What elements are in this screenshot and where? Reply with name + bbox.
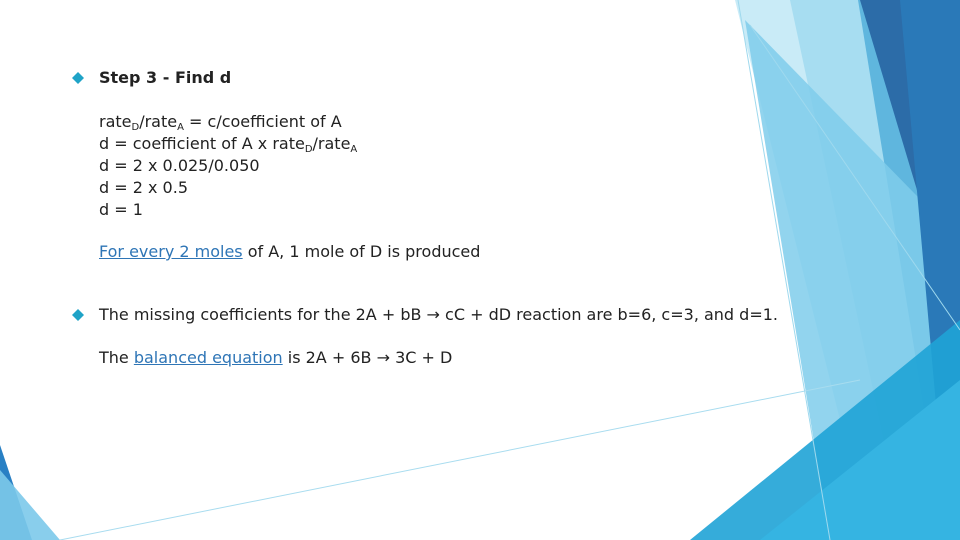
balanced-prefix: The bbox=[99, 348, 134, 367]
equation-text: = c/coefficient of A bbox=[183, 112, 342, 131]
subscript: A bbox=[177, 122, 184, 133]
diamond-bullet-icon bbox=[72, 72, 84, 84]
equation-line-2 bbox=[99, 133, 357, 155]
equation-text: rate bbox=[99, 112, 132, 131]
equation-text: /rate bbox=[139, 112, 178, 131]
subscript: D bbox=[304, 144, 313, 155]
step-heading: Step 3 - Find d bbox=[99, 68, 232, 87]
for-every-2-moles-link[interactable]: For every 2 moles bbox=[99, 242, 243, 261]
subscript: A bbox=[350, 144, 358, 155]
balanced-sentence bbox=[99, 347, 452, 369]
summary-text: The missing coefficients for the 2A + bB → cC + dD reaction are b=6, c=3, and d=1. bbox=[99, 305, 778, 324]
equation-line-1 bbox=[99, 111, 342, 133]
ratio-rest-text: of A, 1 mole of D is produced bbox=[242, 242, 481, 261]
equation-line-3: d = 2 x 0.025/0.050 bbox=[99, 156, 260, 175]
equation-text: d = coefficient of A x rate bbox=[99, 134, 305, 153]
equation-line-5: d = 1 bbox=[99, 200, 143, 219]
equation-text: /rate bbox=[312, 134, 351, 153]
balanced-suffix: is 2A + 6B → 3C + D bbox=[282, 348, 453, 367]
equation-line-4: d = 2 x 0.5 bbox=[99, 178, 188, 197]
subscript: D bbox=[131, 122, 140, 133]
diamond-bullet-icon bbox=[72, 309, 84, 321]
ratio-sentence bbox=[99, 241, 480, 263]
balanced-equation-link[interactable]: balanced equation bbox=[133, 348, 283, 367]
